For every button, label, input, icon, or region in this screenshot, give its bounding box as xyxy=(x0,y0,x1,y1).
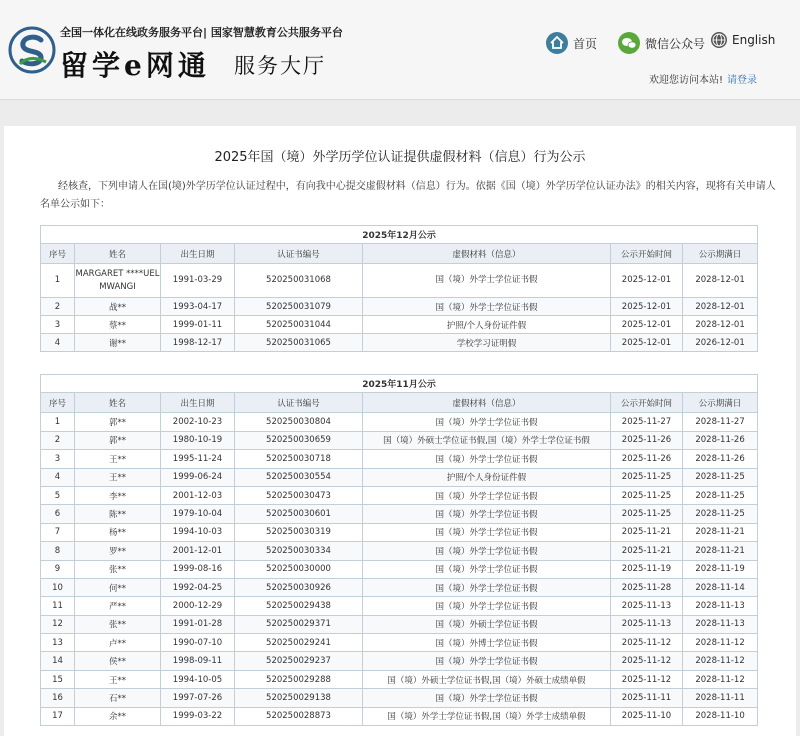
cell-end-date: 2028-11-13 xyxy=(683,615,758,633)
cell-index: 6 xyxy=(41,505,75,523)
cell-birthdate: 1994-10-03 xyxy=(161,523,235,541)
cell-index: 17 xyxy=(41,707,75,725)
cell-birthdate: 1993-04-17 xyxy=(161,298,235,316)
table-row xyxy=(41,634,758,652)
cell-name: 郭** xyxy=(75,413,161,431)
cell-index: 13 xyxy=(41,634,75,652)
nav-wechat-label: 微信公众号 xyxy=(645,36,706,51)
november-table xyxy=(40,374,758,726)
table-row xyxy=(41,264,758,298)
col-header: 公示开始时间 xyxy=(611,244,683,264)
cell-false-material: 国（境）外学士学位证书假 xyxy=(363,450,611,468)
table-row xyxy=(41,431,758,449)
cell-birthdate: 1991-01-28 xyxy=(161,615,235,633)
cell-index: 15 xyxy=(41,670,75,688)
globe-icon xyxy=(711,32,727,48)
cell-cert-number: 520250030334 xyxy=(235,542,363,560)
cell-cert-number: 520250030601 xyxy=(235,505,363,523)
cell-name: 李** xyxy=(75,486,161,504)
cell-birthdate: 1995-11-24 xyxy=(161,450,235,468)
cell-end-date: 2028-12-01 xyxy=(683,316,758,334)
brand-title[interactable] xyxy=(60,44,210,84)
cell-index: 5 xyxy=(41,486,75,504)
cell-start-date: 2025-11-13 xyxy=(611,615,683,633)
cell-index: 4 xyxy=(41,334,75,352)
cell-cert-number: 520250030659 xyxy=(235,431,363,449)
cell-end-date: 2028-11-11 xyxy=(683,689,758,707)
col-header: 公示期满日 xyxy=(683,244,758,264)
wechat-icon xyxy=(618,32,640,54)
col-header: 序号 xyxy=(41,393,75,413)
cell-index: 1 xyxy=(41,413,75,431)
cell-false-material: 国（境）外学士学位证书假,国（境）外学士成绩单假 xyxy=(363,707,611,725)
table-row xyxy=(41,670,758,688)
cell-name: MARGARET ****UEL MWANGI xyxy=(75,264,161,298)
cell-name: 杨** xyxy=(75,523,161,541)
cell-end-date: 2028-12-01 xyxy=(683,298,758,316)
nav-home[interactable] xyxy=(546,32,597,54)
cell-birthdate: 1998-12-17 xyxy=(161,334,235,352)
col-header: 出生日期 xyxy=(161,244,235,264)
login-link[interactable]: 请登录 xyxy=(727,75,758,86)
cell-index: 14 xyxy=(41,652,75,670)
cell-start-date: 2025-11-25 xyxy=(611,468,683,486)
table-row xyxy=(41,652,758,670)
col-header: 认证书编号 xyxy=(235,393,363,413)
table-caption: 2025年11月公示 xyxy=(41,375,758,393)
cell-name: 石** xyxy=(75,689,161,707)
cell-start-date: 2025-11-21 xyxy=(611,523,683,541)
cell-cert-number: 520250029288 xyxy=(235,670,363,688)
brand-subtitle: 服务大厅 xyxy=(234,54,326,78)
table-row xyxy=(41,542,758,560)
cell-index: 16 xyxy=(41,689,75,707)
table-row xyxy=(41,468,758,486)
cell-name: 谢** xyxy=(75,334,161,352)
cell-birthdate: 2002-10-23 xyxy=(161,413,235,431)
nav-english[interactable] xyxy=(711,32,775,48)
cell-birthdate: 1999-03-22 xyxy=(161,707,235,725)
cell-cert-number: 520250030473 xyxy=(235,486,363,504)
cell-start-date: 2025-12-01 xyxy=(611,334,683,352)
cell-false-material: 国（境）外硕士学位证书假,国（境）外硕士成绩单假 xyxy=(363,670,611,688)
table-row xyxy=(41,316,758,334)
cell-name: 卢** xyxy=(75,634,161,652)
table-header-row xyxy=(41,393,758,413)
cell-false-material: 国（境）外学士学位证书假 xyxy=(363,523,611,541)
welcome-text: 欢迎您访问本站! xyxy=(649,75,724,86)
cell-end-date: 2028-11-14 xyxy=(683,578,758,596)
cell-birthdate: 1991-03-29 xyxy=(161,264,235,298)
cell-cert-number: 520250029237 xyxy=(235,652,363,670)
site-logo-icon[interactable] xyxy=(8,26,56,74)
cell-start-date: 2025-12-01 xyxy=(611,264,683,298)
cell-false-material: 学校学习证明假 xyxy=(363,334,611,352)
table-row xyxy=(41,334,758,352)
cell-index: 8 xyxy=(41,542,75,560)
cell-end-date: 2028-11-12 xyxy=(683,670,758,688)
cell-cert-number: 520250029371 xyxy=(235,615,363,633)
cell-birthdate: 1999-08-16 xyxy=(161,560,235,578)
brand-text: 留学e网通 xyxy=(60,49,210,82)
cell-birthdate: 2001-12-03 xyxy=(161,486,235,504)
cell-cert-number: 520250031065 xyxy=(235,334,363,352)
cell-start-date: 2025-11-19 xyxy=(611,560,683,578)
cell-end-date: 2028-11-21 xyxy=(683,542,758,560)
cell-cert-number: 520250031068 xyxy=(235,264,363,298)
table-header-row xyxy=(41,244,758,264)
cell-name: 侯** xyxy=(75,652,161,670)
cell-false-material: 国（境）外学士学位证书假 xyxy=(363,689,611,707)
cell-start-date: 2025-11-13 xyxy=(611,597,683,615)
cell-false-material: 国（境）外学士学位证书假 xyxy=(363,542,611,560)
cell-end-date: 2028-11-13 xyxy=(683,597,758,615)
cell-name: 何** xyxy=(75,578,161,596)
cell-start-date: 2025-11-26 xyxy=(611,450,683,468)
col-header: 序号 xyxy=(41,244,75,264)
cell-end-date: 2028-11-21 xyxy=(683,523,758,541)
cell-birthdate: 1992-04-25 xyxy=(161,578,235,596)
cell-name: 战** xyxy=(75,298,161,316)
cell-birthdate: 1980-10-19 xyxy=(161,431,235,449)
table-row xyxy=(41,413,758,431)
cell-birthdate: 1998-09-11 xyxy=(161,652,235,670)
cell-cert-number: 520250029241 xyxy=(235,634,363,652)
cell-birthdate: 1999-01-11 xyxy=(161,316,235,334)
cell-false-material: 国（境）外学士学位证书假 xyxy=(363,560,611,578)
cell-cert-number: 520250030554 xyxy=(235,468,363,486)
cell-false-material: 国（境）外学士学位证书假 xyxy=(363,486,611,504)
cell-index: 3 xyxy=(41,450,75,468)
cell-end-date: 2028-11-12 xyxy=(683,652,758,670)
cell-end-date: 2028-11-27 xyxy=(683,413,758,431)
cell-false-material: 国（境）外学士学位证书假 xyxy=(363,652,611,670)
table-row xyxy=(41,578,758,596)
cell-cert-number: 520250030319 xyxy=(235,523,363,541)
col-header: 虚假材料（信息） xyxy=(363,393,611,413)
cell-false-material: 护照/个人身份证件假 xyxy=(363,316,611,334)
cell-cert-number: 520250031079 xyxy=(235,298,363,316)
cell-name: 张** xyxy=(75,615,161,633)
cell-index: 10 xyxy=(41,578,75,596)
cell-name: 陈** xyxy=(75,505,161,523)
nav-wechat[interactable] xyxy=(618,32,705,54)
cell-start-date: 2025-12-01 xyxy=(611,298,683,316)
cell-birthdate: 1999-06-24 xyxy=(161,468,235,486)
cell-name: 王** xyxy=(75,450,161,468)
platform-tagline: 全国一体化在线政务服务平台| 国家智慧教育公共服务平台 xyxy=(60,26,343,39)
cell-start-date: 2025-11-26 xyxy=(611,431,683,449)
col-header: 姓名 xyxy=(75,393,161,413)
nav-home-label: 首页 xyxy=(573,36,598,51)
cell-end-date: 2028-11-12 xyxy=(683,634,758,652)
col-header: 公示开始时间 xyxy=(611,393,683,413)
cell-false-material: 国（境）外硕士学位证书假 xyxy=(363,615,611,633)
cell-start-date: 2025-11-11 xyxy=(611,689,683,707)
cell-index: 7 xyxy=(41,523,75,541)
table-row xyxy=(41,597,758,615)
cell-cert-number: 520250029138 xyxy=(235,689,363,707)
cell-name: 罗** xyxy=(75,542,161,560)
cell-index: 1 xyxy=(41,264,75,298)
cell-name: 蔡** xyxy=(75,316,161,334)
cell-false-material: 国（境）外学士学位证书假 xyxy=(363,578,611,596)
cell-name: 郭** xyxy=(75,431,161,449)
cell-end-date: 2028-12-01 xyxy=(683,264,758,298)
cell-index: 9 xyxy=(41,560,75,578)
cell-false-material: 护照/个人身份证件假 xyxy=(363,468,611,486)
welcome-bar xyxy=(649,71,757,86)
cell-end-date: 2026-12-01 xyxy=(683,334,758,352)
col-header: 虚假材料（信息） xyxy=(363,244,611,264)
cell-index: 2 xyxy=(41,431,75,449)
table-row xyxy=(41,689,758,707)
cell-end-date: 2028-11-19 xyxy=(683,560,758,578)
cell-end-date: 2028-11-26 xyxy=(683,431,758,449)
cell-start-date: 2025-11-27 xyxy=(611,413,683,431)
site-header xyxy=(0,0,800,100)
cell-index: 4 xyxy=(41,468,75,486)
cell-index: 2 xyxy=(41,298,75,316)
cell-birthdate: 1979-10-04 xyxy=(161,505,235,523)
cell-start-date: 2025-11-12 xyxy=(611,670,683,688)
cell-cert-number: 520250030718 xyxy=(235,450,363,468)
cell-birthdate: 2000-12-29 xyxy=(161,597,235,615)
cell-end-date: 2028-11-25 xyxy=(683,486,758,504)
cell-false-material: 国（境）外学士学位证书假 xyxy=(363,413,611,431)
home-icon xyxy=(546,32,568,54)
col-header: 姓名 xyxy=(75,244,161,264)
cell-index: 3 xyxy=(41,316,75,334)
cell-name: 严** xyxy=(75,597,161,615)
col-header: 公示期满日 xyxy=(683,393,758,413)
cell-false-material: 国（境）外学士学位证书假 xyxy=(363,597,611,615)
table-row xyxy=(41,523,758,541)
cell-start-date: 2025-11-21 xyxy=(611,542,683,560)
table-row xyxy=(41,298,758,316)
cell-start-date: 2025-11-25 xyxy=(611,486,683,504)
cell-start-date: 2025-11-28 xyxy=(611,578,683,596)
cell-start-date: 2025-11-10 xyxy=(611,707,683,725)
cell-name: 张** xyxy=(75,560,161,578)
cell-cert-number: 520250030926 xyxy=(235,578,363,596)
col-header: 认证书编号 xyxy=(235,244,363,264)
page-title: 2025年国（境）外学历学位认证提供虚假材料（信息）行为公示 xyxy=(214,150,586,165)
cell-false-material: 国（境）外硕士学位证书假,国（境）外学士学位证书假 xyxy=(363,431,611,449)
cell-start-date: 2025-11-25 xyxy=(611,505,683,523)
table-caption: 2025年12月公示 xyxy=(41,226,758,244)
intro-paragraph: 经核查，下列申请人在国(境)外学历学位认证过程中，有向我中心提交虚假材料（信息）行为。依据《国（境）外学历学位认证办法》的相关内容，现将有关申请人名单公示如下： xyxy=(40,181,776,210)
cell-start-date: 2025-11-12 xyxy=(611,634,683,652)
table-row xyxy=(41,486,758,504)
cell-birthdate: 1994-10-05 xyxy=(161,670,235,688)
cell-start-date: 2025-11-12 xyxy=(611,652,683,670)
cell-false-material: 国（境）外学士学位证书假 xyxy=(363,298,611,316)
cell-cert-number: 520250028873 xyxy=(235,707,363,725)
cell-false-material: 国（境）外学士学位证书假 xyxy=(363,264,611,298)
cell-cert-number: 520250029438 xyxy=(235,597,363,615)
cell-index: 12 xyxy=(41,615,75,633)
cell-start-date: 2025-12-01 xyxy=(611,316,683,334)
table-row xyxy=(41,560,758,578)
cell-cert-number: 520250031044 xyxy=(235,316,363,334)
col-header: 出生日期 xyxy=(161,393,235,413)
cell-birthdate: 1997-07-26 xyxy=(161,689,235,707)
december-table xyxy=(40,225,758,352)
table-row xyxy=(41,615,758,633)
cell-false-material: 国（境）外学士学位证书假 xyxy=(363,505,611,523)
cell-end-date: 2028-11-10 xyxy=(683,707,758,725)
cell-name: 余** xyxy=(75,707,161,725)
cell-end-date: 2028-11-25 xyxy=(683,468,758,486)
cell-end-date: 2028-11-25 xyxy=(683,505,758,523)
cell-index: 11 xyxy=(41,597,75,615)
cell-false-material: 国（境）外博士学位证书假 xyxy=(363,634,611,652)
cell-cert-number: 520250030804 xyxy=(235,413,363,431)
cell-birthdate: 2001-12-01 xyxy=(161,542,235,560)
cell-end-date: 2028-11-26 xyxy=(683,450,758,468)
table-row xyxy=(41,505,758,523)
table-row xyxy=(41,450,758,468)
cell-name: 王** xyxy=(75,468,161,486)
cell-birthdate: 1990-07-10 xyxy=(161,634,235,652)
cell-name: 王** xyxy=(75,670,161,688)
table-row xyxy=(41,707,758,725)
cell-cert-number: 520250030000 xyxy=(235,560,363,578)
nav-english-label: English xyxy=(732,33,776,47)
